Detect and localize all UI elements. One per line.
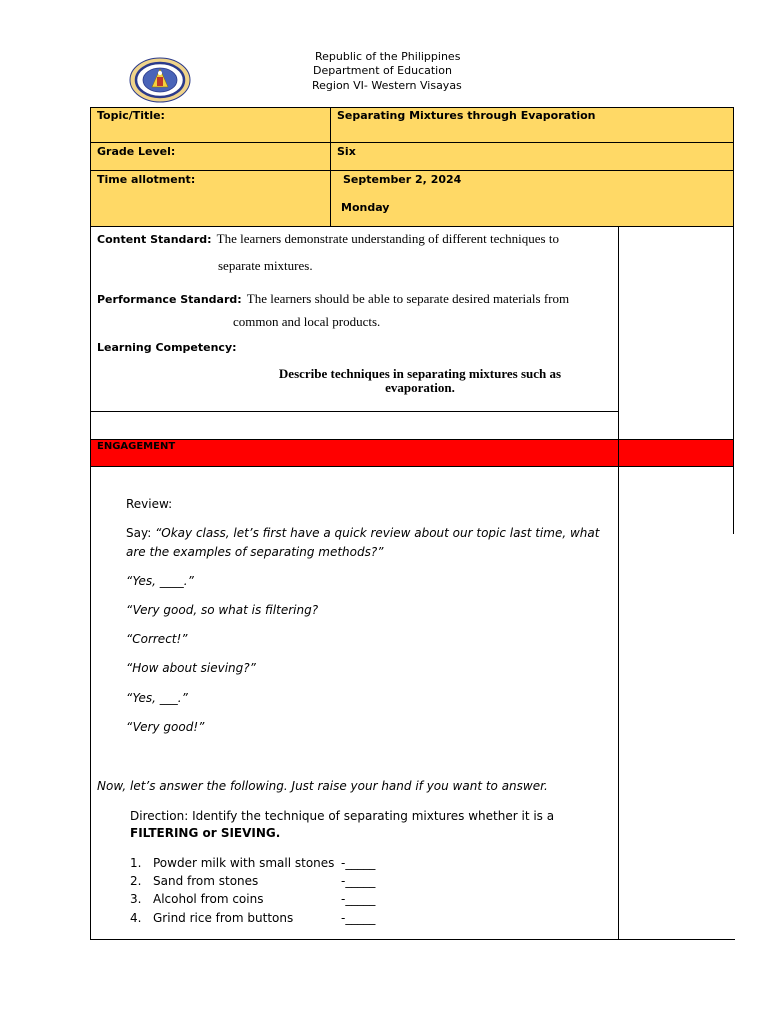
performance-standard-label: Performance Standard: bbox=[97, 293, 242, 306]
list-item: 1. bbox=[130, 856, 142, 870]
performance-standard bbox=[97, 288, 569, 307]
list-item: 4. bbox=[130, 911, 142, 925]
list-item: 2. bbox=[130, 874, 142, 888]
dialogue-yes-2: “Yes, ___.” bbox=[126, 691, 188, 705]
header-region: Region VI- Western Visayas bbox=[312, 79, 462, 92]
time-allotment-label: Time allotment: bbox=[97, 173, 196, 186]
list-item-text: Powder milk with small stones bbox=[153, 856, 335, 870]
topic-value: Separating Mixtures through Evaporation bbox=[337, 109, 596, 122]
list-item-blank: -_____ bbox=[341, 874, 376, 888]
engagement-title: ENGAGEMENT bbox=[97, 441, 176, 452]
content-standard bbox=[97, 228, 559, 247]
topic-label: Topic/Title: bbox=[97, 109, 165, 122]
list-item-blank: -_____ bbox=[341, 856, 376, 870]
list-item: 3. bbox=[130, 892, 142, 906]
deped-seal-logo bbox=[129, 57, 191, 103]
learning-competency-label: Learning Competency: bbox=[97, 341, 237, 354]
grade-label: Grade Level: bbox=[97, 145, 176, 158]
instruction-line: Now, let’s answer the following. Just raise your hand if you want to answer. bbox=[97, 779, 548, 793]
performance-standard-text: The learners should be able to separate desired materials from bbox=[246, 291, 570, 306]
say-line-2: are the examples of separating methods?” bbox=[126, 545, 384, 559]
learning-competency-text: Describe techniques in separating mixtures such as evaporation. bbox=[278, 366, 562, 395]
list-item-blank: -_____ bbox=[341, 911, 376, 925]
dialogue-yes-1: “Yes, ____.” bbox=[126, 574, 194, 588]
dialogue-filtering: “Very good, so what is filtering? bbox=[126, 603, 319, 617]
list-item-text: Sand from stones bbox=[153, 874, 259, 888]
lesson-info-table bbox=[90, 107, 734, 227]
say-line-1: Say: “Okay class, let’s first have a quick review about our topic last time, what bbox=[126, 526, 600, 540]
content-standard-label: Content Standard: bbox=[97, 233, 212, 246]
direction-line-1: Direction: Identify the technique of separating mixtures whether it is a bbox=[130, 809, 555, 823]
day-value: Monday bbox=[341, 201, 390, 214]
list-item-text: Alcohol from coins bbox=[153, 892, 264, 906]
performance-standard-text-cont: common and local products. bbox=[233, 314, 381, 329]
dialogue-correct: “Correct!” bbox=[126, 632, 188, 646]
dialogue-very-good: “Very good!” bbox=[126, 720, 205, 734]
engagement-bar bbox=[90, 439, 734, 467]
list-item-blank: -_____ bbox=[341, 892, 376, 906]
list-item-text: Grind rice from buttons bbox=[153, 911, 294, 925]
header-department: Department of Education bbox=[313, 64, 452, 77]
grade-value: Six bbox=[337, 145, 356, 158]
content-standard-text: The learners demonstrate understanding of different techniques to bbox=[216, 231, 559, 246]
content-standard-text-cont: separate mixtures. bbox=[218, 258, 313, 273]
dialogue-sieving: “How about sieving?” bbox=[126, 661, 256, 675]
review-label: Review: bbox=[126, 497, 173, 511]
header-republic: Republic of the Philippines bbox=[315, 50, 461, 63]
date-value: September 2, 2024 bbox=[343, 173, 462, 186]
direction-line-2: FILTERING or SIEVING. bbox=[130, 826, 281, 840]
